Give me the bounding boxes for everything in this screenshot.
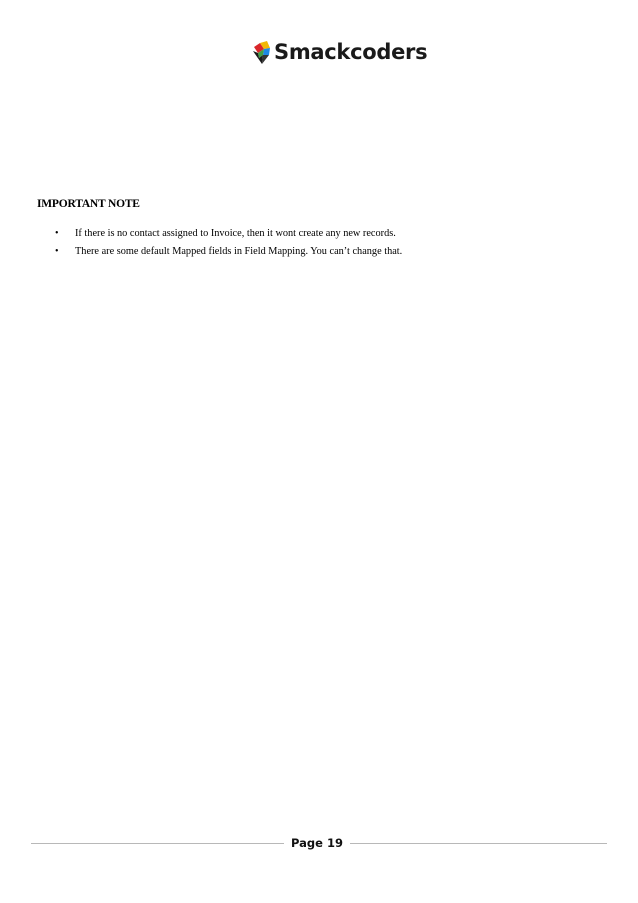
page-number: Page 19 (291, 836, 343, 850)
footer-rule-left (31, 843, 284, 844)
list-item (55, 243, 402, 261)
note-item-text: There are some default Mapped fields in Field Mapping. You can’t change that. (75, 246, 403, 257)
logo-wordmark: Smackcoders (274, 40, 428, 64)
note-list (55, 225, 402, 261)
smackcoders-logo-icon (251, 39, 273, 65)
important-note-heading: IMPORTANT NOTE (37, 198, 140, 210)
list-item (55, 225, 402, 243)
header-logo (251, 37, 427, 67)
bullet-icon: • (55, 246, 59, 257)
bullet-icon: • (55, 228, 59, 239)
footer-rule-right (350, 843, 607, 844)
note-item-text: If there is no contact assigned to Invoice, then it wont create any new records. (75, 228, 396, 239)
